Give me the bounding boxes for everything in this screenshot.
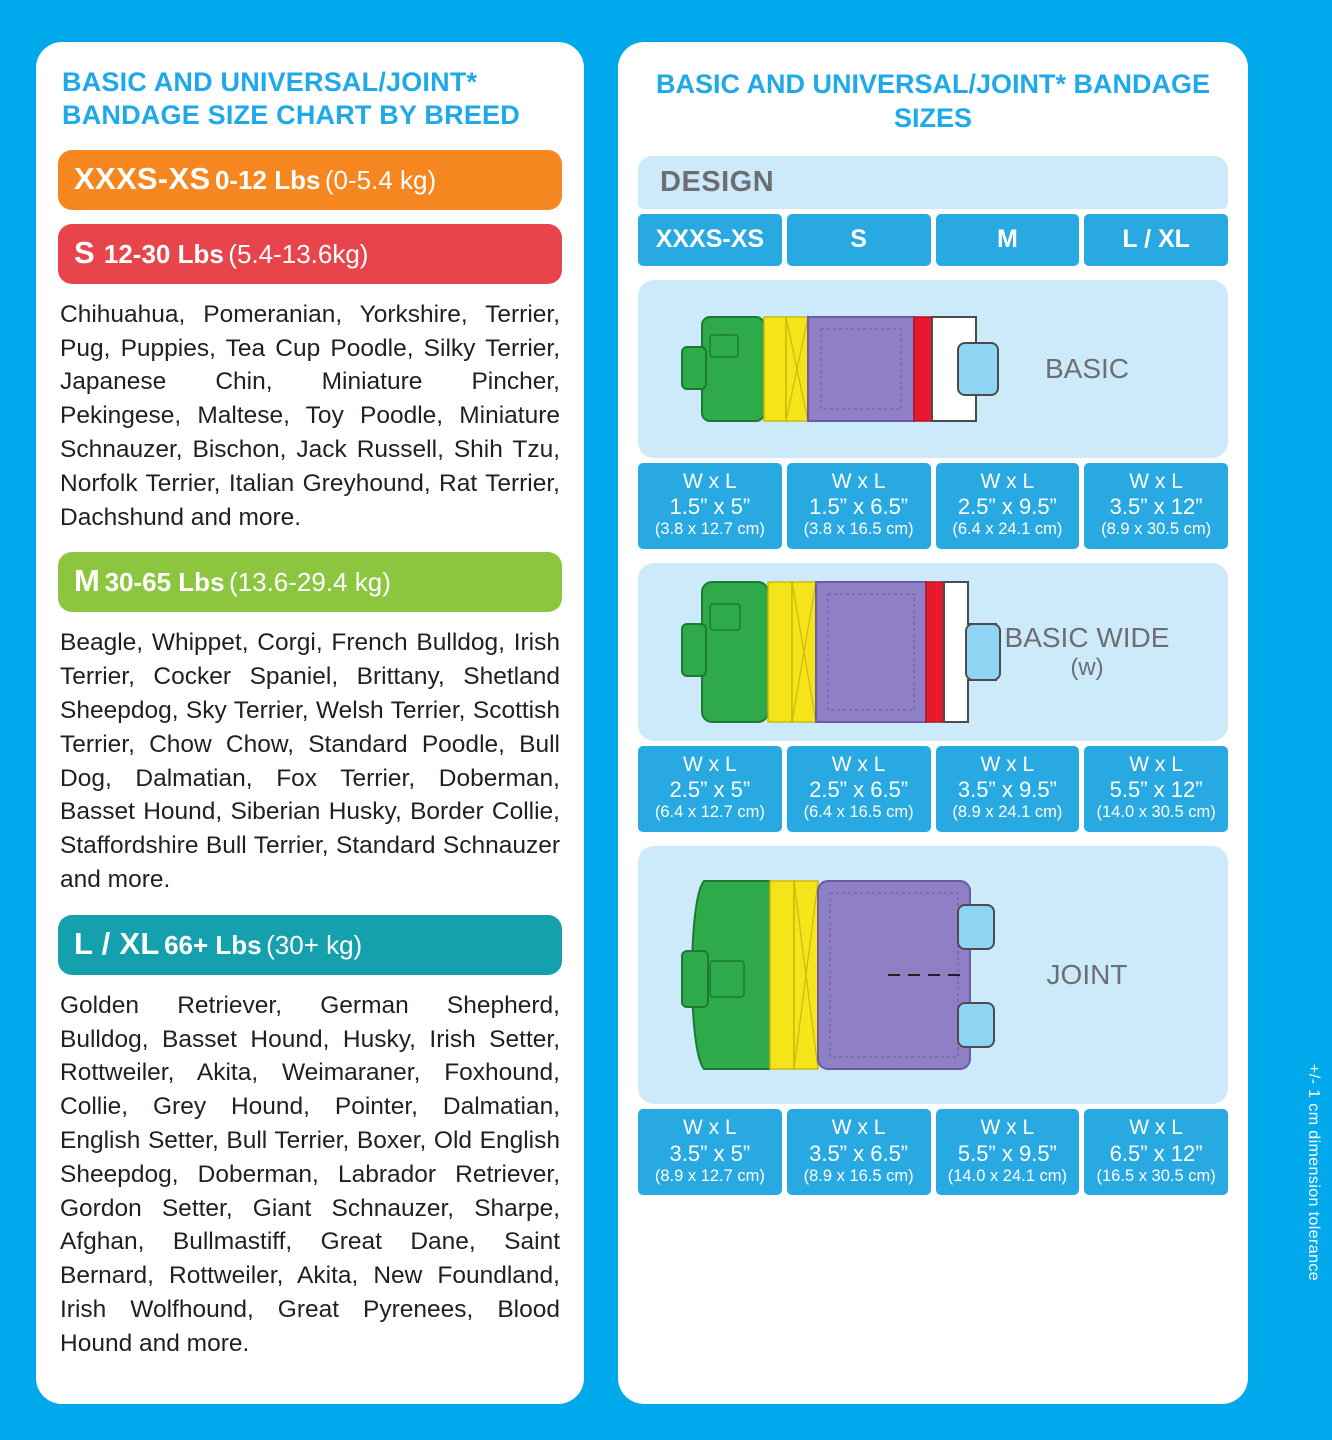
size-band-s (58, 224, 562, 284)
dim-cm: (8.9 x 24.1 cm) (952, 803, 1063, 822)
tolerance-note: +/- 1 cm dimension tolerance (1305, 1064, 1322, 1282)
bandage-sizes-panel (618, 42, 1248, 1404)
dim-cm: (16.5 x 30.5 cm) (1096, 1166, 1216, 1185)
dim-inch: 1.5” x 5” (669, 494, 751, 520)
product-block-basic (638, 280, 1228, 549)
size-band-xxxs-xs-lbs: 0-12 Lbs (214, 164, 321, 195)
product-illustration-basic-wide (638, 563, 1228, 741)
dim-inch: 5.5” x 9.5” (957, 1140, 1057, 1166)
size-band-m-lbs: 30-65 Lbs (104, 567, 225, 598)
dim-wl: W x L (683, 469, 737, 493)
basic-bandage-icon (680, 299, 1010, 439)
joint-bandage-icon (674, 865, 1004, 1085)
dim-cell-basic-l-xl (1084, 463, 1228, 549)
size-band-s-lbs: 12-30 Lbs (103, 238, 224, 269)
dim-cell-joint-s (787, 1109, 931, 1195)
dim-inch: 5.5” x 12” (1109, 777, 1203, 803)
dim-cell-basic-m (936, 463, 1080, 549)
dims-row-joint (638, 1109, 1228, 1195)
left-panel-title: BASIC AND UNIVERSAL/JOINT* BANDAGE SIZE CHART BY BREED (62, 67, 520, 130)
size-band-s-size: S (74, 234, 95, 270)
dim-inch: 2.5” x 5” (669, 777, 751, 803)
dims-row-basic (638, 463, 1228, 549)
breed-list-m: Beagle, Whippet, Corgi, French Bulldog, Irish Terrier, Cocker Spaniel, Brittany, Shetland Sheepdog, Sky Terrier, Welsh Terrier, Scottish Terrier, Chow Chow, Standard Poodle, Bull Dog, Dalmatian, Fox Terrier, Doberman, Basset Hound, Siberian Husky, Border Collie, Staffordshire Bull Terrier, Standard Schnauzer and more. (60, 629, 560, 894)
size-column-l-xl: L / XL (1084, 214, 1228, 266)
design-header: DESIGN (638, 156, 1228, 209)
dim-inch: 3.5” x 6.5” (809, 1140, 909, 1166)
dim-cell-joint-xxxs-xs (638, 1109, 782, 1195)
dim-inch: 6.5” x 12” (1109, 1140, 1203, 1166)
dim-wl: W x L (1129, 752, 1183, 776)
product-label-basic-wide (972, 622, 1202, 682)
product-illustration-joint (638, 846, 1228, 1104)
basic-wide-bandage-icon (680, 572, 1010, 732)
dim-cm: (6.4 x 12.7 cm) (654, 803, 765, 822)
dim-cm: (3.8 x 12.7 cm) (654, 520, 765, 539)
product-block-basic-wide (638, 563, 1228, 832)
dim-inch: 3.5” x 12” (1109, 494, 1203, 520)
dim-wl: W x L (980, 469, 1035, 493)
dim-wl: W x L (831, 1115, 886, 1139)
dim-wl: W x L (683, 752, 737, 776)
size-column-s: S (787, 214, 931, 266)
dim-cell-basic-wide-l-xl (1084, 746, 1228, 832)
dim-inch: 1.5” x 6.5” (809, 494, 909, 520)
product-block-joint (638, 846, 1228, 1195)
size-band-m-size: M (74, 563, 101, 599)
size-column-xxxs-xs: XXXS-XS (638, 214, 782, 266)
product-illustration-basic (638, 280, 1228, 458)
dims-row-basic-wide (638, 746, 1228, 832)
dim-cm: (8.9 x 30.5 cm) (1101, 520, 1212, 539)
dim-cell-joint-m (936, 1109, 1080, 1195)
size-band-xxxs-xs-kg: (0-5.4 kg) (324, 164, 437, 195)
dim-wl: W x L (831, 469, 886, 493)
size-band-l-xl-size: L / XL (74, 925, 160, 961)
size-band-m-kg: (13.6-29.4 kg) (228, 567, 391, 598)
dim-wl: W x L (980, 1115, 1035, 1139)
dim-wl: W x L (831, 752, 886, 776)
dim-inch: 3.5” x 9.5” (957, 777, 1057, 803)
dim-cell-basic-s (787, 463, 931, 549)
size-column-header-row (638, 214, 1228, 266)
dim-wl: W x L (980, 752, 1035, 776)
dim-inch: 2.5” x 9.5” (957, 494, 1057, 520)
product-label-joint (972, 959, 1202, 991)
size-band-s-kg: (5.4-13.6kg) (228, 238, 369, 269)
dim-cm: (14.0 x 24.1 cm) (947, 1166, 1067, 1185)
size-band-l-xl-lbs: 66+ Lbs (164, 929, 262, 960)
product-sub-basic-wide: (w) (1070, 653, 1104, 681)
size-band-xxxs-xs (58, 150, 562, 210)
product-name-basic-wide: BASIC WIDE (1004, 621, 1170, 653)
product-label-basic (972, 352, 1202, 384)
dim-cell-joint-l-xl (1084, 1109, 1228, 1195)
dim-inch: 3.5” x 5” (669, 1140, 751, 1166)
dim-inch: 2.5” x 6.5” (809, 777, 909, 803)
breed-size-chart-panel (36, 42, 584, 1404)
breed-list-s: Chihuahua, Pomeranian, Yorkshire, Terrier, Pug, Puppies, Tea Cup Poodle, Silky Terrier, Japanese Chin, Miniature Pincher, Pekingese, Maltese, Toy Poodle, Miniature Schnauzer, Bischon, Jack Russell, Shih Tzu, Norfolk Terrier, Italian Greyhound, Rat Terrier, Dachshund and more. (60, 300, 560, 531)
right-panel-title: BASIC AND UNIVERSAL/JOINT* BANDAGE SIZES (655, 69, 1211, 133)
dim-cell-basic-xxxs-xs (638, 463, 782, 549)
dim-wl: W x L (1129, 469, 1183, 493)
dim-wl: W x L (1129, 1115, 1183, 1139)
size-band-m (58, 552, 562, 612)
breed-list-l-xl: Golden Retriever, German Shepherd, Bulldog, Basset Hound, Husky, Irish Setter, Rottweiler, Akita, Weimaraner, Foxhound, Collie, Grey Hound, Pointer, Dalmatian, English Setter, Bull Terrier, Boxer, Old English Sheepdog, Doberman, Labrador Retriever, Gordon Setter, Giant Schnauzer, Sharpe, Afghan, Bullmastiff, Great Dane, Saint Bernard, Rottweiler, Akita, New Foundland, Irish Wolfhound, Great Pyrenees, Blood Hound and more. (60, 991, 560, 1357)
dim-cm: (3.8 x 16.5 cm) (803, 520, 914, 539)
dim-cm: (14.0 x 30.5 cm) (1096, 803, 1216, 822)
product-name-joint: JOINT (1046, 958, 1128, 990)
size-band-l-xl-kg: (30+ kg) (266, 929, 363, 960)
size-column-m: M (936, 214, 1080, 266)
dim-cell-basic-wide-m (936, 746, 1080, 832)
dim-cm: (6.4 x 16.5 cm) (803, 803, 914, 822)
product-name-basic: BASIC (1044, 352, 1130, 384)
dim-cell-basic-wide-s (787, 746, 931, 832)
dim-wl: W x L (683, 1115, 737, 1139)
dim-cm: (6.4 x 24.1 cm) (952, 520, 1063, 539)
size-band-l-xl (58, 915, 562, 975)
size-band-xxxs-xs-size: XXXS-XS (74, 160, 211, 196)
dim-cm: (8.9 x 12.7 cm) (654, 1166, 765, 1185)
dim-cell-basic-wide-xxxs-xs (638, 746, 782, 832)
dim-cm: (8.9 x 16.5 cm) (803, 1166, 914, 1185)
